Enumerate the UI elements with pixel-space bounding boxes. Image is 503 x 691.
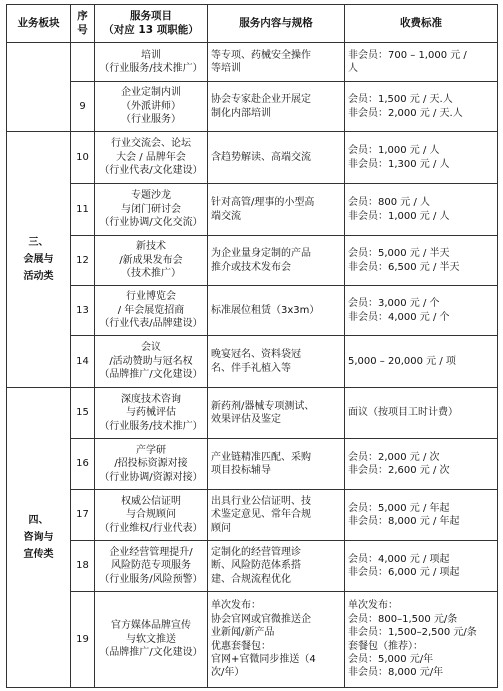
cell-line: 官方媒体品牌宣传 [111, 620, 191, 632]
table-row [7, 592, 498, 688]
cell-line: 定制化的经营管理诊 [211, 546, 301, 558]
cell-line: 活动类 [23, 271, 54, 282]
cell-line: 非会员：1,300 元 / 人 [348, 158, 450, 170]
cell-line: 与药械评估 [126, 407, 176, 419]
cell-line: 企业经营管理提升/ [109, 546, 193, 558]
row-content [208, 43, 345, 82]
cell-line: 标准展位租赁（3x3m） [211, 304, 320, 316]
cell-line: 会员：4,000 元 / 项起 [348, 553, 450, 565]
table-row [7, 490, 498, 541]
row-no: 19 [71, 592, 95, 688]
cell-line: （品牌推广/文化建设） [99, 647, 203, 659]
table-row [7, 541, 498, 592]
cell-line: 非会员：1,000 元 / 人 [348, 210, 450, 222]
table-row [7, 132, 498, 184]
cell-line: 单次发布： [211, 600, 261, 612]
row-no: 12 [71, 236, 95, 286]
row-fee [345, 336, 498, 388]
group-cell [7, 132, 71, 388]
cell-line: 培训 [141, 49, 161, 61]
row-no: 17 [71, 490, 95, 541]
cell-line: /招投标资源对接 [114, 458, 188, 470]
cell-line: 与闭门研讨会 [121, 203, 181, 215]
header-row [7, 5, 498, 43]
cell-line: 端交流 [211, 210, 241, 222]
cell-line: 非会员：8,000 元/年 [348, 667, 444, 679]
cell-line: （行业代表/文化建设） [99, 165, 203, 177]
cell-line: 产学研 [136, 444, 166, 456]
cell-line: 术鉴定意见、常年合规 [211, 509, 311, 521]
table-row [7, 286, 498, 336]
cell-line: （技术推广） [121, 268, 181, 280]
cell-line: （外派讲师） [121, 100, 181, 112]
cell-line: 官网+官微同步推送（4 [211, 653, 316, 665]
row-item [95, 388, 208, 439]
cell-line: 企业定制内训 [121, 87, 181, 99]
cell-line: （行业维权/行业代表） [99, 522, 203, 534]
cell-line: 号 [77, 23, 88, 36]
cell-line: / 年会展览招商 [117, 304, 185, 316]
row-content [208, 336, 345, 388]
group-cell [7, 388, 71, 688]
cell-line: 非会员：2,600 元 / 次 [348, 465, 450, 476]
cell-line: 等培训 [211, 63, 241, 74]
row-fee [345, 184, 498, 236]
row-fee [345, 286, 498, 336]
cell-line: 为企业量身定制的产品 [211, 248, 311, 260]
cell-line: 服务内容与规格 [239, 16, 313, 29]
cell-line: 5,000 – 20,000 元 / 项 [348, 355, 456, 367]
cell-line: 行业博览会 [126, 291, 176, 303]
table-row [7, 184, 498, 236]
table-row [7, 336, 498, 388]
header-item [95, 5, 208, 43]
cell-line: 会员：1,500 元 / 天.人 [348, 94, 453, 106]
row-no: 18 [71, 541, 95, 592]
cell-line: 非会员：6,000 元 / 项起 [348, 567, 460, 578]
cell-line: 顾问 [211, 522, 231, 534]
cell-line: 四、 [28, 515, 49, 526]
cell-line: 会员：1,000 元 / 人 [348, 145, 440, 157]
cell-line: 优惠套餐包： [211, 640, 271, 652]
cell-line: 三、 [28, 237, 49, 248]
row-item [95, 336, 208, 388]
row-item [95, 439, 208, 490]
header-no [71, 5, 95, 43]
cell-line: （行业代表/品牌建设） [99, 318, 203, 330]
group-cell-blank [7, 43, 71, 132]
cell-line: 服务项目 [130, 10, 172, 23]
row-content [208, 592, 345, 688]
cell-line: 制化内部培训 [211, 107, 271, 119]
row-content [208, 490, 345, 541]
row-item [95, 490, 208, 541]
table-row [7, 439, 498, 490]
row-item [95, 236, 208, 286]
row-item [95, 82, 208, 132]
cell-line: 新药剂/器械专项测试、 [211, 400, 315, 412]
row-no: 10 [71, 132, 95, 184]
cell-line: 推介或技术发布会 [211, 261, 291, 273]
cell-line: /活动赞助与冠名权 [109, 355, 193, 367]
cell-line: 协会官网或官微推送企 [211, 613, 311, 625]
cell-line: 面议（按项目工时计费） [348, 407, 458, 419]
cell-line: 非会员：1,500–2,500 元/条 [348, 627, 477, 639]
cell-line: 会员：2,000 元 / 次 [348, 451, 440, 463]
row-item [95, 43, 208, 82]
cell-line: 等专项、药械安全操作 [211, 49, 311, 61]
cell-line: 与合规顾问 [126, 509, 176, 521]
cell-line: 会员：3,000 元 / 个 [348, 298, 440, 310]
row-fee [345, 592, 498, 688]
row-fee [345, 388, 498, 439]
row-fee [345, 43, 498, 82]
cell-line: 会展与 [23, 254, 54, 265]
cell-line: 业务板块 [17, 16, 60, 29]
cell-line: 非会员：6,500 元 / 半天 [348, 261, 460, 273]
row-content [208, 286, 345, 336]
cell-line: 断、风险防范体系搭 [211, 560, 301, 572]
row-content [208, 236, 345, 286]
row-content [208, 388, 345, 439]
table-row [7, 43, 498, 82]
cell-line: 人 [348, 63, 358, 74]
cell-line: 专题沙龙 [131, 190, 171, 202]
cell-line: 非会员：2,000 元 / 天.人 [348, 107, 463, 119]
row-item [95, 184, 208, 236]
cell-line: 收费标准 [400, 16, 442, 29]
row-fee [345, 439, 498, 490]
row-no [71, 43, 95, 82]
cell-line: （行业协调/资源对接） [99, 471, 203, 483]
cell-line: 深度技术咨询 [121, 393, 181, 405]
fee-table [6, 4, 498, 688]
row-no: 13 [71, 286, 95, 336]
cell-line: 效果评估及鉴定 [211, 414, 281, 425]
cell-line: 大会 / 品牌年会 [116, 151, 186, 163]
cell-line: 会员：5,000 元/年 [348, 653, 434, 665]
header-fee [345, 5, 498, 43]
cell-line: 建、合规流程优化 [211, 573, 291, 585]
cell-line: 会员：800 元 / 人 [348, 197, 430, 209]
cell-line: 宣传类 [23, 549, 54, 560]
cell-line: （行业服务） [121, 114, 181, 126]
cell-line: 会员：5,000 元 / 半天 [348, 248, 450, 260]
row-content [208, 184, 345, 236]
cell-line: （行业服务/风险预警） [99, 573, 203, 585]
row-content [208, 82, 345, 132]
row-item [95, 132, 208, 184]
cell-line: 晚宴冠名、资料袋冠 [211, 349, 301, 361]
cell-line: 非会员：700 – 1,000 元 / [348, 49, 467, 61]
cell-line: 出具行业公信证明、技 [211, 495, 311, 507]
cell-line: 业新闻/新产品 [211, 627, 275, 639]
table-row [7, 388, 498, 439]
row-no: 15 [71, 388, 95, 439]
cell-line: 风险防范专项服务 [111, 560, 191, 572]
cell-line: （对应 13 项职能） [103, 23, 199, 36]
cell-line: 非会员：4,000 元 / 个 [348, 311, 450, 323]
cell-line: （行业协调/文化交流） [99, 217, 203, 229]
cell-line: 套餐包（推荐）： [348, 640, 423, 652]
cell-line: 项目投标辅导 [211, 465, 271, 476]
table-row [7, 82, 498, 132]
cell-line: 含趋势解读、高端交流 [211, 151, 311, 163]
row-no: 9 [71, 82, 95, 132]
row-item [95, 541, 208, 592]
table-row [7, 236, 498, 286]
cell-line: 权威公信证明 [121, 495, 181, 507]
cell-line: 针对高管/理事的小型高 [211, 197, 315, 209]
cell-line: 协会专家赴企业开展定 [211, 94, 311, 106]
row-fee [345, 236, 498, 286]
cell-line: /新成果发布会 [119, 254, 183, 266]
cell-line: （行业服务/技术推广） [99, 63, 203, 74]
cell-line: 会员：5,000 元 / 年起 [348, 502, 450, 514]
row-no: 14 [71, 336, 95, 388]
row-item [95, 592, 208, 688]
cell-line: 与软文推送 [126, 633, 176, 645]
row-content [208, 439, 345, 490]
row-fee [345, 82, 498, 132]
cell-line: 单次发布： [348, 600, 398, 612]
row-item [95, 286, 208, 336]
cell-line: （行业服务/技术推广） [99, 420, 203, 432]
row-fee [345, 541, 498, 592]
row-no: 11 [71, 184, 95, 236]
cell-line: 序 [77, 10, 88, 23]
header-content [208, 5, 345, 43]
cell-line: 会员：800–1,500 元/条 [348, 613, 458, 625]
row-content [208, 132, 345, 184]
cell-line: 产业链精准匹配、采购 [211, 451, 311, 463]
header-segment [7, 5, 71, 43]
cell-line: 新技术 [136, 241, 166, 253]
cell-line: 咨询与 [23, 532, 54, 543]
row-fee [345, 132, 498, 184]
cell-line: （品牌推广/文化建设） [99, 369, 203, 381]
row-content [208, 541, 345, 592]
cell-line: 次/年） [211, 667, 245, 679]
cell-line: 会议 [141, 342, 161, 354]
cell-line: 非会员：8,000 元 / 年起 [348, 516, 460, 527]
row-fee [345, 490, 498, 541]
row-no: 16 [71, 439, 95, 490]
cell-line: 名、伴手礼植入等 [211, 362, 291, 374]
cell-line: 行业交流会、论坛 [111, 138, 191, 150]
